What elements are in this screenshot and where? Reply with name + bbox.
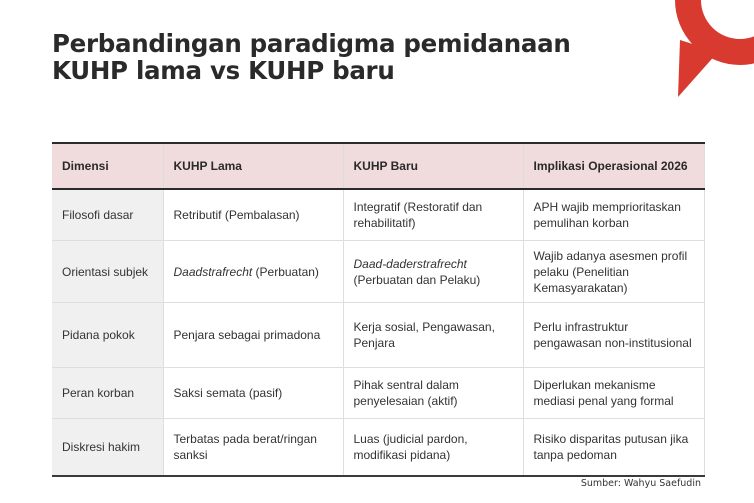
table-row — [52, 419, 704, 477]
cell-kuhp-lama: Penjara sebagai primadona — [163, 303, 343, 368]
cell-dimensi: Orientasi subjek — [52, 241, 163, 303]
table-header-row — [52, 143, 704, 189]
italic-term: Daadstrafrecht — [173, 264, 253, 279]
header-implikasi: Implikasi Operasional 2026 — [523, 143, 704, 189]
cell-text: (Perbuatan dan Pelaku) — [353, 272, 481, 287]
table-row — [52, 189, 704, 241]
cell-dimensi: Diskresi hakim — [52, 419, 163, 477]
source-credit: Sumber: Wahyu Saefudin — [580, 478, 701, 489]
cell-kuhp-lama: Terbatas pada berat/ringan sanksi — [163, 419, 343, 477]
table-row — [52, 303, 704, 368]
cell-dimensi: Filosofi dasar — [52, 189, 163, 241]
cell-implikasi: Diperlukan mekanisme mediasi penal yang formal — [523, 368, 704, 419]
page-title: Perbandingan paradigma pemidanaan KUHP lama vs KUHP baru — [52, 29, 571, 85]
comparison-table — [52, 142, 705, 477]
cell-dimensi: Peran korban — [52, 368, 163, 419]
cell-kuhp-lama: Saksi semata (pasif) — [163, 368, 343, 419]
cell-text: (Perbuatan) — [252, 264, 319, 279]
header-dimensi: Dimensi — [52, 143, 163, 189]
cell-kuhp-lama — [163, 241, 343, 303]
cell-kuhp-baru: Luas (judicial pardon, modifikasi pidana) — [343, 419, 523, 477]
cell-implikasi: APH wajib memprioritaskan pemulihan korban — [523, 189, 704, 241]
cell-kuhp-baru: Pihak sentral dalam penyelesaian (aktif) — [343, 368, 523, 419]
table-row — [52, 368, 704, 419]
table-row — [52, 241, 704, 303]
cell-implikasi: Wajib adanya asesmen profil pelaku (Penelitian Kemasyarakatan) — [523, 241, 704, 303]
header-kuhp-baru: KUHP Baru — [343, 143, 523, 189]
cell-dimensi: Pidana pokok — [52, 303, 163, 368]
header-kuhp-lama: KUHP Lama — [163, 143, 343, 189]
cell-kuhp-baru: Kerja sosial, Pengawasan, Penjara — [343, 303, 523, 368]
cell-kuhp-lama: Retributif (Pembalasan) — [163, 189, 343, 241]
speech-bubble-icon — [640, 0, 754, 100]
italic-term: Daad-daderstrafrecht — [353, 256, 467, 271]
cell-implikasi: Perlu infrastruktur pengawasan non-institusional — [523, 303, 704, 368]
cell-implikasi: Risiko disparitas putusan jika tanpa pedoman — [523, 419, 704, 477]
cell-kuhp-baru — [343, 241, 523, 303]
cell-kuhp-baru: Integratif (Restoratif dan rehabilitatif) — [343, 189, 523, 241]
